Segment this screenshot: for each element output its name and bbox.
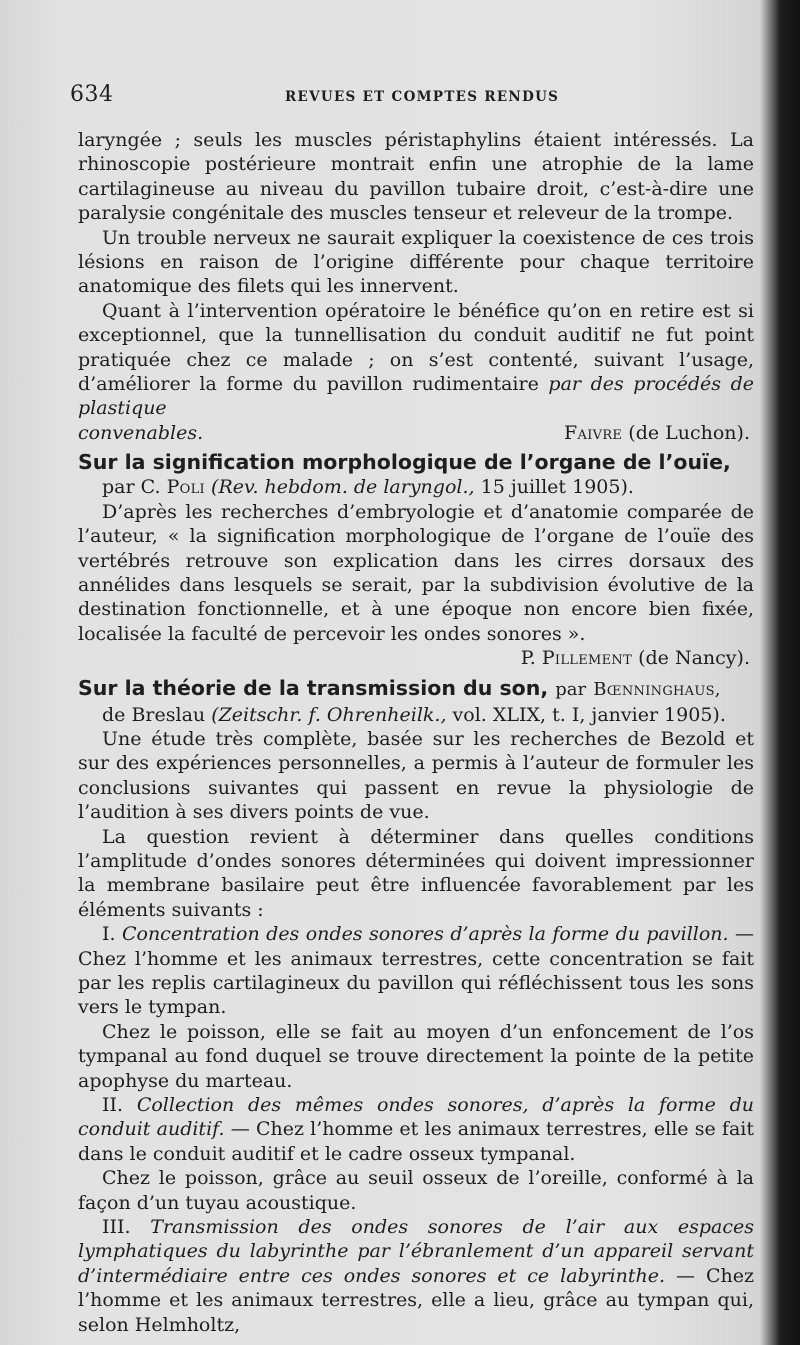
section-byline-boenninghaus (78, 703, 754, 727)
item-text: — Chez l’homme et les animaux terrestres, elle a lieu, grâce au tympan qui, selon Helmholtz, (78, 1264, 754, 1336)
item-number: I. (102, 923, 116, 946)
byline-par: par C. (102, 476, 161, 499)
title-par: par (555, 678, 587, 700)
section2-paragraph-1: Une étude très complète, basée sur les recherches de Bezold et sur des expériences personnelles, a permis à l’auteur de formuler les conclusions suivantes qui passent en revue la physiologie de l’audition à ses divers points de vue. (78, 727, 754, 824)
pillement-signature (78, 646, 754, 670)
page-header (70, 82, 760, 112)
section2-paragraph-2: La question revient à déterminer dans quelles conditions l’amplitude d’ondes sonores déterminées qui doivent impressionner la membrane basilaire peut être influencée favorablement par les éléments suivants : (78, 825, 754, 921)
intervention-text: Quant à l’intervention opératoire le bénéfice qu’on en retire est si exceptionnel, que la tunnellisation du conduit auditif ne fut point pratiquée chez ce malade ; on s’est contenté, suivant l’usage, d’améliorer la forme du pavillon rudimentaire (78, 299, 754, 396)
byline-journal: (Rev. hebdom. de laryngol., (211, 476, 475, 499)
byline-rest: vol. XLIX, t. I, janvier 1905). (452, 703, 726, 726)
signature-initial: P. (520, 647, 536, 670)
section-title-text: Sur la théorie de la transmission du son, (78, 675, 549, 700)
item-text: — Chez l’homme et les animaux terrestres, elle se fait dans le conduit auditif et le cadre osseux tympanal. (78, 1118, 754, 1165)
faivre-signature (564, 421, 754, 445)
section2-paragraph-4: Chez le poisson, grâce au seuil osseux de l’oreille, conformé à la façon d’un tuyau acoustique. (78, 1167, 754, 1214)
list-item-1 (78, 922, 754, 1020)
byline-date: 15 juillet 1905). (480, 476, 634, 499)
section2-paragraph-3: Chez le poisson, elle se fait au moyen d’un enfoncement de l’os tympanal au fond duquel se trouve directement la pointe de la petite apophyse du marteau. (78, 1020, 754, 1092)
section-title-transmission (78, 675, 754, 703)
item-heading: Transmission des ondes sonores de l’air aux espaces lymphatiques du labyrinthe par l’ébranlement d’un appareil servant d’intermédiaire entre ces ondes sonores et ce labyrinthe. (78, 1216, 754, 1287)
intro-paragraph-1: laryngée ; seuls les muscles péristaphylins étaient intéressés. La rhinoscopie postérieure montrait enfin une atrophie de la lame cartilagineuse au niveau du pavillon tubaire droit, c’est-à-dire une paralysie congénitale des muscles tenseur et releveur de la trompe. (78, 129, 754, 225)
section-title-ouie: Sur la signification morphologique de l’organe de l’ouïe, (78, 450, 731, 475)
item-number: III. (102, 1216, 131, 1239)
byline-journal: (Zeitschr. f. Ohrenheilk., (211, 703, 447, 726)
intervention-italic-end: convenables. (78, 421, 204, 444)
signature-name: Faivre (564, 421, 623, 444)
intervention-paragraph (78, 299, 754, 421)
intro-paragraph-2: Un trouble nerveux ne saurait expliquer la coexistence de ces trois lésions en raison de l’origine différente pour chaque territoire anatomique des filets qui les innervent. (78, 226, 754, 298)
section-byline-poli (78, 475, 754, 499)
signature-place: (de Luchon). (628, 421, 750, 444)
list-item-2 (78, 1093, 754, 1166)
title-author: Bœnninghaus, (593, 678, 721, 700)
item-text: — Chez l’homme et les animaux terrestres, cette concentration se fait par les replis cartilagineux du pavillon qui réfléchissent tous les sons vers le tympan. (78, 923, 754, 1019)
item-heading: Concentration des ondes sonores d’après la forme du pavillon. (121, 923, 729, 946)
section1-paragraph: D’après les recherches d’embryologie et d’anatomie comparée de l’auteur, « la signification morphologique de l’organe de l’ouïe des vertébrés retrouve son explication dans les cirres dorsaux des annélides dans lesquels se serait, par la subdivision évolutive de la destination fonctionnelle, et à une époque non encore bien fixée, localisée la faculté de percevoir les ondes sonores ». (78, 500, 754, 645)
page-number: 634 (70, 82, 114, 107)
intervention-italic: par des procédés de plastique (78, 373, 755, 420)
faivre-signature-row (78, 421, 754, 445)
list-item-3 (78, 1215, 754, 1337)
byline-place: de Breslau (102, 703, 206, 726)
article-body (78, 128, 754, 1337)
byline-author: Poli (166, 476, 205, 499)
item-number: II. (102, 1094, 124, 1117)
signature-place: (de Nancy). (638, 647, 750, 670)
running-head: REVUES ET COMPTES RENDUS (285, 89, 560, 105)
signature-name: Pillement (541, 647, 633, 670)
item-heading: Collection des mêmes ondes sonores, d’après la forme du conduit auditif. (78, 1094, 754, 1141)
